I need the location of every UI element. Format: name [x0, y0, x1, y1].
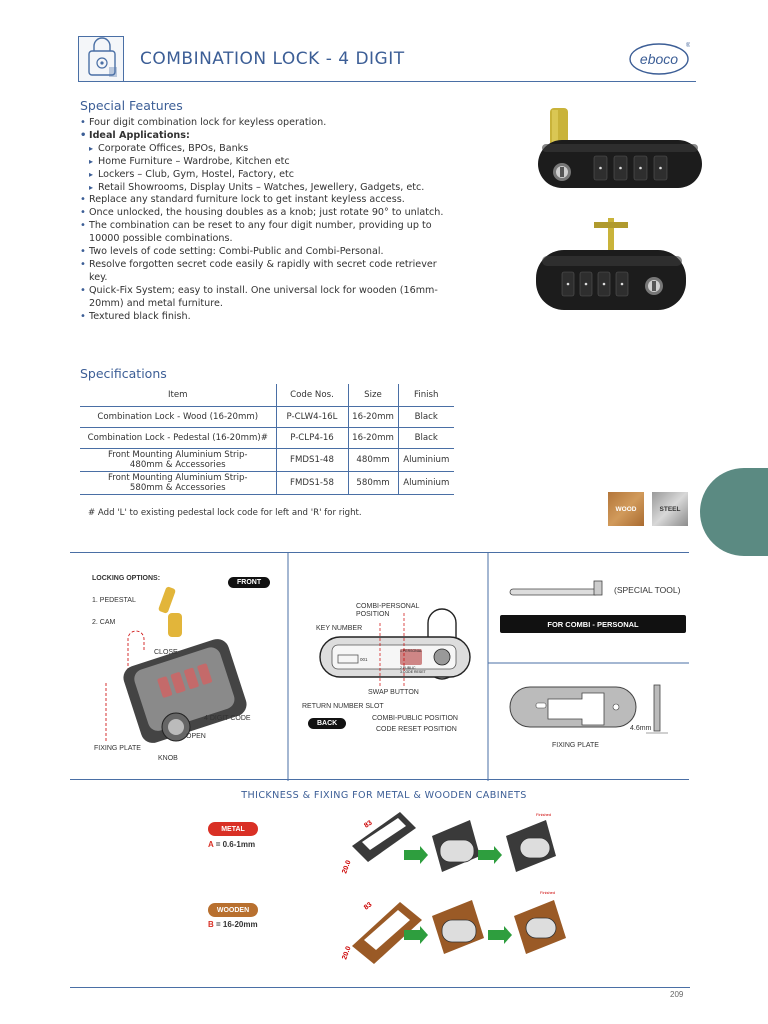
panel-personal-label: 1.PERSONAL: [400, 649, 422, 653]
open-label: OPEN: [186, 733, 206, 740]
feature-item: • Replace any standard furniture lock to get instant keyless access.: [80, 194, 452, 207]
panel-key-number: 001: [360, 657, 368, 662]
back-lock-drawing: [320, 609, 470, 687]
product-photo-pedestal-lock: [528, 214, 708, 326]
metal-letter: A: [208, 840, 214, 849]
table-cell: FMDS1-48: [276, 448, 348, 471]
feature-item: • Resolve forgotten secret code easily & rapidly with secret code retriever key.: [80, 259, 452, 285]
wooden-thickness-value: = 16-20mm: [213, 920, 258, 929]
locking-options-label: LOCKING OPTIONS:: [92, 575, 161, 582]
fixing-plate-label: FIXING PLATE: [94, 745, 141, 752]
panel-reset-label: 3.CODE RESET: [400, 670, 426, 674]
specifications-table: [80, 384, 454, 495]
table-cell: 580mm: [348, 471, 398, 494]
installation-steps-illustration: [0, 800, 768, 980]
special-tool-label: (SPECIAL TOOL): [614, 585, 681, 595]
features-list: [80, 117, 452, 324]
page-number: 209: [670, 990, 684, 999]
metal-cabinet-steps: [341, 812, 556, 875]
table-header-row: [80, 384, 454, 406]
swap-button-label: SWAP BUTTON: [368, 689, 419, 696]
table-cell: Black: [398, 427, 454, 448]
table-cell: Aluminium: [398, 471, 454, 494]
application-item: ▸ Home Furniture – Wardrobe, Kitchen etc: [80, 156, 452, 169]
key-number-label: KEY NUMBER: [316, 625, 363, 632]
section-side-tab: [700, 468, 768, 556]
specifications-heading: Specifications: [80, 366, 167, 381]
page-header: [78, 36, 688, 82]
column-header: Size: [348, 384, 398, 406]
combi-public-position-label: COMBI-PUBLIC POSITION: [372, 715, 458, 722]
application-item: ▸ Corporate Offices, BPOs, Banks: [80, 143, 452, 156]
lock-category-icon: [78, 36, 124, 82]
close-label: CLOSE: [154, 649, 178, 656]
wooden-finished-label: Finished: [540, 890, 556, 895]
column-header: Code Nos.: [276, 384, 348, 406]
table-row: [80, 448, 454, 471]
page-title: COMBINATION LOCK - 4 DIGIT: [140, 49, 405, 69]
table-row: [80, 427, 454, 448]
combi-personal-position-label: COMBI-PERSONAL POSITION: [356, 603, 420, 618]
wooden-width-dimension: 83: [362, 901, 374, 912]
thickness-fixing-heading: THICKNESS & FIXING FOR METAL & WOODEN CABINETS: [241, 790, 527, 801]
pedestal-option-label: 1. PEDESTAL: [92, 597, 136, 604]
column-header: Item: [80, 384, 276, 406]
table-cell: Combination Lock - Wood (16-20mm): [80, 406, 276, 427]
table-row: [80, 471, 454, 494]
knob-label: KNOB: [158, 755, 178, 762]
metal-finished-label: Finished: [536, 812, 552, 817]
feature-item: • Textured black finish.: [80, 311, 452, 324]
front-lock-drawing: [106, 586, 250, 746]
table-row: [80, 406, 454, 427]
four-digit-code-label: 4 DIGIT CODE: [204, 715, 251, 722]
application-item: ▸ Lockers – Club, Gym, Hostel, Factory, etc: [80, 169, 452, 182]
table-cell: Front Mounting Aluminium Strip- 580mm & Accessories: [80, 471, 276, 494]
metal-badge: METAL: [208, 822, 258, 836]
plate-thickness-label: 4.6mm: [630, 725, 652, 732]
table-cell: P-CLW4-16L: [276, 406, 348, 427]
footer-divider: [70, 987, 690, 988]
diagram-panel: [70, 552, 689, 780]
table-cell: FMDS1-58: [276, 471, 348, 494]
wood-finish-swatch: WOOD: [608, 492, 644, 526]
feature-item: • Ideal Applications:: [80, 130, 452, 143]
specifications-note: # Add 'L' to existing pedestal lock code for left and 'R' for right.: [88, 508, 362, 518]
table-cell: Combination Lock - Pedestal (16-20mm)#: [80, 427, 276, 448]
wooden-badge: WOODEN: [208, 903, 258, 917]
table-cell: 16-20mm: [348, 406, 398, 427]
table-cell: Aluminium: [398, 448, 454, 471]
tool-fixing-plate-label: FIXING PLATE: [552, 742, 599, 749]
front-badge: FRONT: [228, 577, 270, 588]
brand-logo: [628, 40, 690, 76]
column-header: Finish: [398, 384, 454, 406]
application-item: ▸ Retail Showrooms, Display Units – Watches, Jewellery, Gadgets, etc.: [80, 182, 452, 195]
wooden-cabinet-steps: [341, 890, 566, 964]
code-reset-position-label: CODE RESET POSITION: [376, 726, 457, 733]
metal-thickness-value: = 0.6-1mm: [213, 840, 256, 849]
feature-item: • The combination can be reset to any four digit number, providing up to 10000 possible combinations.: [80, 220, 452, 246]
feature-item: • Two levels of code setting: Combi-Public and Combi-Personal.: [80, 246, 452, 259]
features-heading: Special Features: [80, 98, 183, 113]
feature-item: • Quick-Fix System; easy to install. One universal lock for wooden (16mm-20mm) and metal furniture.: [80, 285, 452, 311]
brand-wordmark: eboco: [639, 51, 679, 67]
for-combi-personal-label: FOR COMBI - PERSONAL: [500, 615, 686, 633]
special-tool-drawing: [510, 581, 602, 595]
feature-item: • Four digit combination lock for keyless operation.: [80, 117, 452, 130]
feature-item: • Once unlocked, the housing doubles as a knob; just rotate 90° to unlatch.: [80, 207, 452, 220]
table-cell: Black: [398, 406, 454, 427]
product-photo-cam-lock: [528, 104, 708, 204]
steel-finish-swatch: STEEL: [652, 492, 688, 526]
table-cell: 480mm: [348, 448, 398, 471]
return-number-slot-label: RETURN NUMBER SLOT: [302, 703, 384, 710]
wooden-height-dimension: 20.0: [341, 945, 353, 961]
metal-width-dimension: 83: [363, 819, 374, 830]
table-cell: Front Mounting Aluminium Strip- 480mm & Accessories: [80, 448, 276, 471]
wooden-letter: B: [208, 920, 214, 929]
cam-option-label: 2. CAM: [92, 619, 116, 626]
header-divider: [124, 81, 696, 82]
metal-height-dimension: 20.0: [341, 859, 353, 875]
table-cell: P-CLP4-16: [276, 427, 348, 448]
table-cell: 16-20mm: [348, 427, 398, 448]
registered-mark: ®: [686, 43, 690, 49]
panel-public-label: 2.PUBLIC: [400, 666, 416, 670]
back-badge: BACK: [308, 718, 346, 729]
